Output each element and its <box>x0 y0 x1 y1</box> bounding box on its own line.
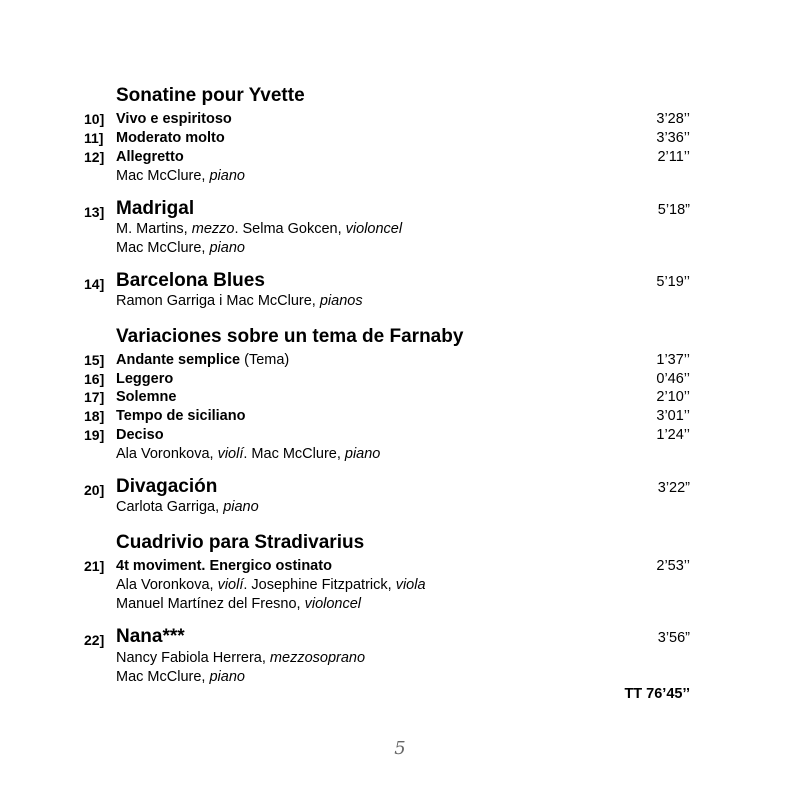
work-title-divagacion: Divagación <box>116 476 218 497</box>
performer-line: M. Martins, mezzo. Selma Gokcen, violoncel <box>116 221 403 237</box>
performer-line: Mac McClure, piano <box>116 240 245 256</box>
track-number: 11] <box>84 130 104 146</box>
track-duration: 2’10’’ <box>656 389 690 405</box>
movement-title: Andante semplice (Tema) <box>116 352 290 368</box>
performer-line: Manuel Martínez del Fresno, violoncel <box>116 596 362 612</box>
performer-line: Carlota Garriga, piano <box>116 499 259 515</box>
track-duration: 0’46’’ <box>656 371 690 387</box>
track-number: 16] <box>84 371 105 387</box>
performer-line: Ramon Garriga i Mac McClure, pianos <box>116 293 363 309</box>
work-title-sonatine: Sonatine pour Yvette <box>116 85 305 106</box>
movement-title: Vivo e espiritoso <box>116 111 232 127</box>
track-duration: 3’28’’ <box>656 111 690 127</box>
work-title-madrigal: Madrigal <box>116 198 195 219</box>
track-number: 15] <box>84 352 105 368</box>
work-title-nana: Nana*** <box>116 626 185 647</box>
track-duration: 3’01’’ <box>656 408 690 424</box>
track-duration: 1’24’’ <box>656 427 690 443</box>
performer-line: Ala Voronkova, violí. Josephine Fitzpatrick, viola <box>116 577 426 593</box>
track-number: 14] <box>84 276 105 292</box>
performer-line: Mac McClure, piano <box>116 168 245 184</box>
track-duration: 5’18” <box>657 202 690 218</box>
work-title-cuadrivio: Cuadrivio para Stradivarius <box>116 532 365 553</box>
movement-title: Allegretto <box>116 149 184 165</box>
track-number: 12] <box>84 149 105 165</box>
track-duration: 5’19’’ <box>656 274 690 290</box>
track-duration: 3’22” <box>657 480 690 496</box>
track-duration: 3’36’’ <box>656 130 690 146</box>
movement-title: Leggero <box>116 371 174 387</box>
movement-title: 4t moviment. Energico ostinato <box>116 558 332 574</box>
performer-line: Nancy Fabiola Herrera, mezzosoprano <box>116 650 366 666</box>
track-number: 20] <box>84 482 105 498</box>
track-number: 22] <box>84 632 105 648</box>
track-number: 19] <box>84 427 105 443</box>
track-duration: 2’11’’ <box>657 149 690 165</box>
performer-line: Ala Voronkova, violí. Mac McClure, piano <box>116 446 381 462</box>
work-title-barcelona-blues: Barcelona Blues <box>116 270 265 291</box>
movement-title: Moderato molto <box>116 130 225 146</box>
track-number: 13] <box>84 204 105 220</box>
track-number: 17] <box>84 389 105 405</box>
track-duration: 1’37’’ <box>656 352 690 368</box>
page-number: 5 <box>394 738 406 759</box>
total-time: TT 76’45’’ <box>624 686 690 702</box>
track-duration: 2’53’’ <box>656 558 690 574</box>
track-duration: 3’56” <box>657 630 690 646</box>
work-title-variaciones: Variaciones sobre un tema de Farnaby <box>116 326 464 347</box>
movement-title: Tempo de siciliano <box>116 408 246 424</box>
track-number: 10] <box>84 111 105 127</box>
movement-title: Deciso <box>116 427 164 443</box>
track-number: 21] <box>84 558 105 574</box>
performer-line: Mac McClure, piano <box>116 669 245 685</box>
track-number: 18] <box>84 408 105 424</box>
movement-title: Solemne <box>116 389 177 405</box>
